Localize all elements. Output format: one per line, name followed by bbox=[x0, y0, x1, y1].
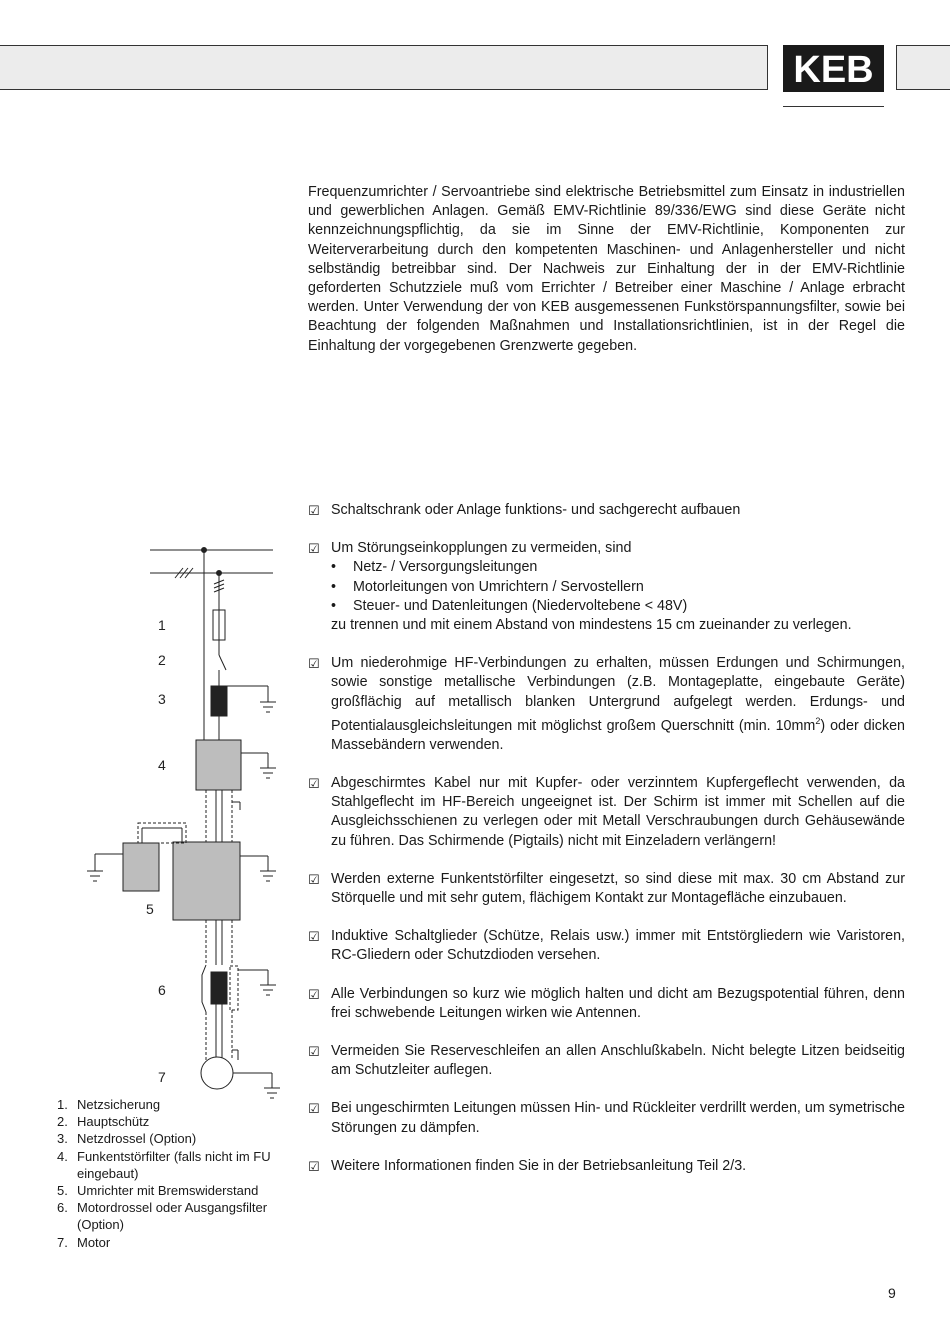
list-item: ☑ Schaltschrank oder Anlage funktions- und sachgerecht aufbauen bbox=[308, 501, 905, 520]
sub-list-item: • Steuer- und Datenleitungen (Niedervoltebene < 48V) bbox=[331, 597, 905, 616]
rfi-filter-box bbox=[196, 740, 241, 790]
shield-bypass bbox=[202, 965, 206, 1012]
emv-checklist bbox=[308, 501, 905, 1195]
diagram-label-4: 4 bbox=[158, 757, 166, 773]
legend-item: 2. Hauptschütz bbox=[57, 1114, 150, 1130]
diagram-label-5: 5 bbox=[146, 901, 154, 917]
bullet-icon: • bbox=[331, 578, 337, 595]
checkbox-icon: ☑ bbox=[308, 1158, 320, 1174]
list-item: ☑ Um Störungseinkopplungen zu vermeiden, sind • Netz- / Versorgungsleitungen • Motorleitungen von Umrichtern / Servostellern • Steuer- und Datenleitungen (Niedervoltebene < 48V) zu trennen und mit einem Abstand von mindestens 15 cm zueinander zu verlegen. bbox=[308, 539, 905, 635]
sub-list-item: • Netz- / Versorgungsleitungen bbox=[331, 558, 905, 577]
bullet-icon: • bbox=[331, 597, 337, 614]
diagram-label-7: 7 bbox=[158, 1069, 166, 1085]
list-item: ☑ Abgeschirmtes Kabel nur mit Kupfer- oder verzinntem Kupfergeflecht verwenden, da Stahlgeflecht im HF-Bereich ungeeignet ist. Der Schirm ist immer mit Schellen auf die Ausgleichsschienen zu verlegen oder mit Metall Verschraubungen durch Gehäusewände zu führen. Das Schirmende (Pigtails) nicht mit Einzeladern verlängern! bbox=[308, 775, 905, 849]
list-item: ☑ Vermeiden Sie Reserveschleifen an allen Anschlußkabeln. Nicht belegte Litzen beidseitig am Schutzleiter auflegen. bbox=[308, 1043, 905, 1079]
three-phase-marker bbox=[214, 580, 224, 592]
logo-underline bbox=[783, 106, 884, 107]
page-number: 9 bbox=[888, 1285, 896, 1301]
legend-item: 3. Netzdrossel (Option) bbox=[57, 1131, 197, 1147]
checkbox-icon: ☑ bbox=[308, 871, 320, 887]
line-choke-icon bbox=[211, 686, 227, 716]
list-item: ☑ Um niederohmige HF-Verbindungen zu erhalten, müssen Erdungen und Schirmungen, sowie sonstige metallische Verbindungen (z.B. Montageplatte, eingebaute Geräte) großflächig auf metallisch blanken Untergrund aufgelegt werden. Erdungs- und Potentialausgleichsleitungen mit möglichst großem Querschnitt (min. $10mm^2$) oder dicken Massebändern verwenden. bbox=[308, 655, 905, 753]
svg-text:KEB: KEB bbox=[793, 49, 874, 91]
list-item: ☑ Alle Verbindungen so kurz wie möglich halten und dicht am Bezugspotential führen, denn frei schwebende Leitungen wirken wie Antennen. bbox=[308, 985, 905, 1021]
emv-wiring-diagram bbox=[80, 540, 300, 1110]
intro-paragraph: Frequenzumrichter / Servoantriebe sind elektrische Betriebsmittel zum Einsatz in industriellen und gewerblichen Anlagen. Gemäß EMV-Richtlinie 89/336/EWG sind diese Geräte nicht kennzeichnungspflichtig, da sie im Sinne der EMV-Richtlinie, Komponenten zur Weiterverarbeitung durch den kompetenten Maschinen- und Anlagenhersteller und nicht selbständig betreibbar sind. Der Nachweis zur Einhaltung der in der EMV-Richtlinie geforderten Schutzziele muß vom Errichter / Betreiber einer Maschine / Anlage erbracht werden. Unter Verwendung der von KEB ausgemessenen Funkstörspannungsfilter, sowie bei Beachtung der folgenden Maßnahmen und Installationsrichtlinien, ist in der Regel die Einhaltung der vorgegebenen Grenzwerte gegeben. bbox=[308, 184, 905, 354]
shield-bracket bbox=[138, 823, 186, 843]
checkbox-icon: ☑ bbox=[308, 1101, 320, 1117]
diagram-label-3: 3 bbox=[158, 691, 166, 707]
inverter-box bbox=[173, 842, 240, 920]
ground-icon bbox=[260, 985, 276, 995]
header-bar bbox=[0, 45, 768, 90]
list-item: ☑ Bei ungeschirmten Leitungen müssen Hin- und Rückleiter verdrillt werden, um symetrische Störungen zu dämpfen. bbox=[308, 1100, 905, 1136]
ground-icon bbox=[260, 702, 276, 712]
checkbox-icon: ☑ bbox=[308, 656, 320, 672]
legend-item: 6. Motordrossel oder Ausgangsfilter (Option) bbox=[57, 1200, 268, 1233]
motor-icon bbox=[201, 1057, 233, 1089]
motor-choke-icon bbox=[211, 972, 227, 1004]
ground-icon bbox=[260, 768, 276, 778]
diagram-label-1: 1 bbox=[158, 617, 166, 633]
legend-item: 7. Motor bbox=[57, 1234, 111, 1250]
diagram-legend bbox=[57, 1096, 292, 1251]
list-item: ☑ Induktive Schaltglieder (Schütze, Relais usw.) immer mit Entstörgliedern wie Varistoren, RC-Gliedern oder Schutzdioden versehen. bbox=[308, 928, 905, 964]
keb-logo bbox=[783, 45, 884, 92]
checkbox-icon: ☑ bbox=[308, 541, 320, 557]
legend-item: 1. Netzsicherung bbox=[57, 1097, 161, 1112]
sub-list bbox=[331, 558, 905, 616]
checkbox-icon: ☑ bbox=[308, 1044, 320, 1060]
list-item: ☑ Werden externe Funkentstörfilter eingesetzt, so sind diese mit max. 30 cm Abstand zur Störquelle und mit sehr gutem, flächigem Kontakt zur Montagefläche einzubauen. bbox=[308, 870, 905, 907]
braking-resistor-box bbox=[123, 843, 159, 891]
bullet-icon: • bbox=[331, 559, 337, 576]
header-right-tab bbox=[896, 45, 950, 90]
checkbox-icon: ☑ bbox=[308, 986, 320, 1002]
legend-item: 4. Funkentstörfilter (falls nicht im FU eingebaut) bbox=[57, 1148, 271, 1181]
ground-icon bbox=[87, 871, 103, 881]
sub-list-item: • Motorleitungen von Umrichtern / Servostellern bbox=[331, 578, 905, 597]
checkbox-icon: ☑ bbox=[308, 929, 320, 945]
checkbox-icon: ☑ bbox=[308, 776, 320, 791]
legend-item: 5. Umrichter mit Bremswiderstand bbox=[57, 1183, 259, 1199]
checkbox-icon: ☑ bbox=[308, 503, 320, 518]
diagram-label-2: 2 bbox=[158, 652, 166, 668]
contactor-icon bbox=[219, 655, 226, 670]
diagram-label-6: 6 bbox=[158, 982, 166, 998]
list-item: ☑ Weitere Informationen finden Sie in der Betriebsanleitung Teil 2/3. bbox=[308, 1157, 905, 1176]
ground-icon bbox=[260, 871, 276, 881]
